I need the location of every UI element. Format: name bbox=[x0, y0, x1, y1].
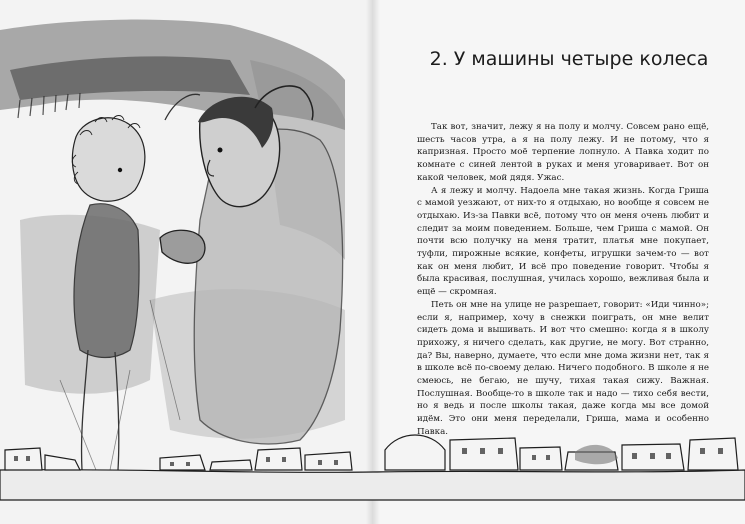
skyline-wash bbox=[575, 445, 618, 464]
building-left-6 bbox=[305, 452, 352, 470]
paragraph-3: Петь он мне на улице не разрешает, говорит: «Иди чинно»; если я, например, хочу в снежки поиграть, он мне велит сидеть дома и вышивать. И вот что смешно: когда я в школу прихожу, я ничего сделать, как другие, не могу. Вот странно, да? Вы, наверно, думаете, что если мне дома жизни нет, так я в школе всё по-своему делаю. Ничего подобного. В школе я не смеюсь, не бегаю, не шучу, тихая такая сижу. Важная. Послушная. Вообще-то в школе так и надо — тихо себя вести, но я ведь и после школы такая, даже когда мы все домой идём. Это они меня переделали, Гриша, мама и особенно Павка. bbox=[417, 299, 709, 437]
building-left-2 bbox=[45, 455, 80, 470]
building-right-2 bbox=[520, 447, 562, 470]
chapter-title: 2. У машины четыре колеса bbox=[429, 48, 709, 70]
building-right-5 bbox=[688, 438, 738, 470]
paragraph-2: А я лежу и молчу. Надоела мне такая жизнь. Когда Гриша с мамой уезжают, от них-то я отдыхаю, но вообще я совсем не отдыхаю. Из-за Павки всё, потому что он меня очень любит и следит за моим поведением. Больше, чем Гриша с мамой. Он почти всю получку на меня тратит, платья мне покупает, туфли, пирожные всякие, конфеты, игрушки зачем-то — вот как он меня любит, И всё про поведение говорит. Чтобы я была красивая, послушная, училась хорошо, вежливая была и ещё — скромная. bbox=[417, 185, 709, 298]
domed-building bbox=[385, 435, 445, 470]
skyline-ground bbox=[0, 470, 745, 500]
building-left-3 bbox=[160, 455, 205, 470]
paragraph-1: Так вот, значит, лежу я на полу и молчу. Совсем рано ещё, шесть часов утра, а я на полу лежу. И не потому, что я капризная. Просто моё терпение лопнуло. А Павка ходит по комнате с синей лентой в руках и меня уговаривает. Вот он какой человек, мой дядя. Ужас. bbox=[417, 122, 709, 183]
building-left-5 bbox=[255, 448, 302, 470]
building-left-4 bbox=[210, 460, 252, 470]
building-left-1 bbox=[5, 448, 42, 470]
